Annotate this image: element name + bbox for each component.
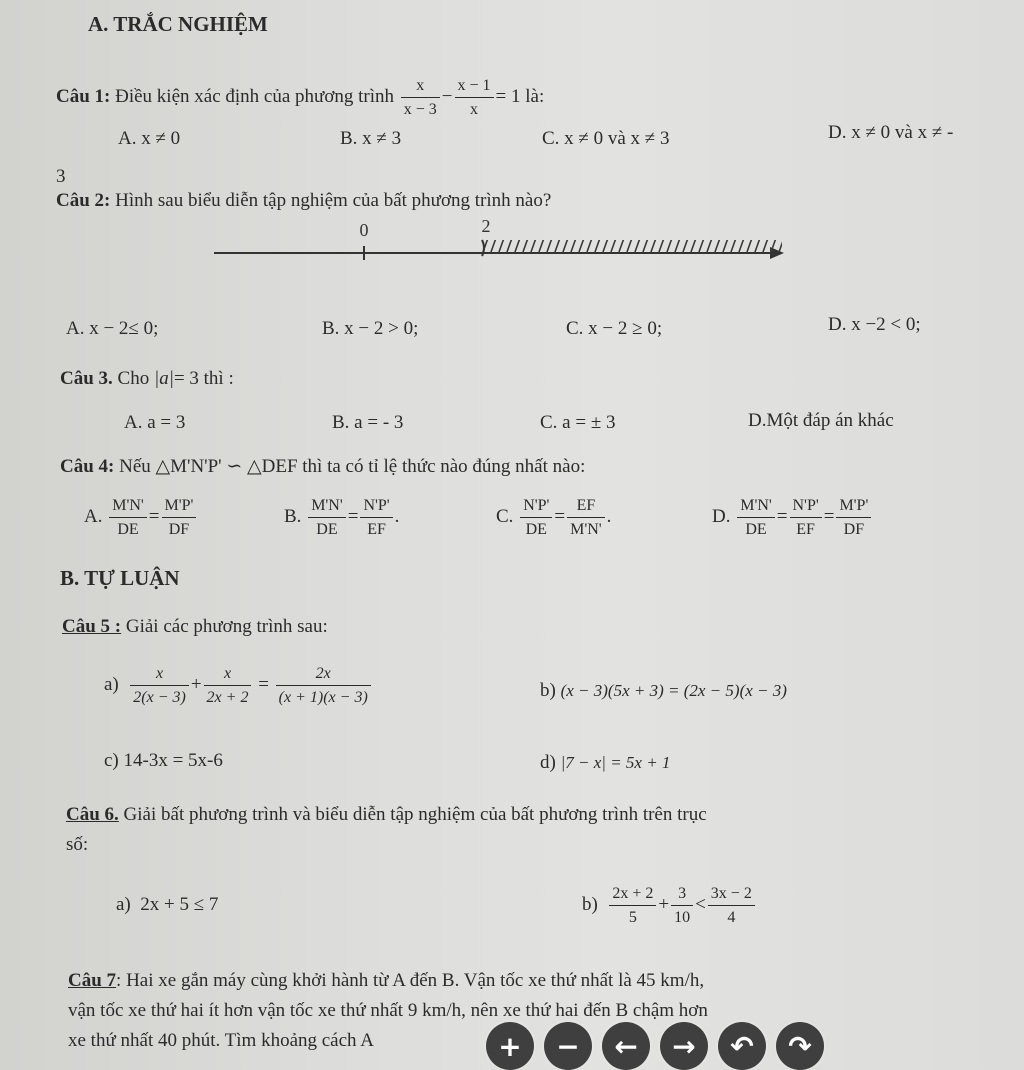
question-1-label: Câu 1: — [56, 86, 111, 108]
question-7-line-2: vận tốc xe thứ hai ít hơn vận tốc xe thứ nhất 9 km/h, nên xe thứ hai đến B chậm hơn — [68, 1000, 708, 1021]
question-1-text: Điều kiện xác định của phương trình — [115, 86, 395, 108]
q2-option-c: C. x − 2 ≥ 0; — [566, 318, 663, 339]
question-2: Câu 2: Hình sau biểu diễn tập nghiệm của bất phương trình nào? — [56, 190, 552, 211]
q5-part-a: a) $\frac{x}{2(x - 3)}$ + $\frac{x}{2x + 2}$ = $\frac{2x}{(x + 1)(x - 3)}$ — [104, 664, 373, 707]
tick-label-0: 0 — [359, 220, 369, 240]
abs-a: |a| — [153, 368, 174, 389]
q1-fraction-1: $\frac{x}{x - 3}$ — [401, 76, 440, 119]
q4-option-c: C. $\frac{N'P'}{DE}$ = $\frac{EF}{M'N'}$ . — [496, 497, 612, 539]
q6-part-b: b) $\frac{2x + 2}{5}$ + $\frac{3}{10}$ < $\frac{3x - 2}{4}$ — [582, 884, 757, 927]
question-7: Câu 7: Hai xe gắn máy cùng khởi hành từ A đến B. Vận tốc xe thứ nhất là 45 km/h, — [68, 970, 705, 991]
previous-button[interactable] — [602, 1022, 650, 1070]
zoom-in-button[interactable] — [486, 1022, 534, 1070]
q2-option-b: B. x − 2 > 0; — [322, 318, 419, 339]
q1-option-a: A. x ≠ 0 — [118, 128, 181, 149]
q6-part-a: a) 2x + 5 ≤ 7 — [116, 894, 219, 915]
q3-option-d: D.Một đáp án khác — [748, 410, 894, 431]
q2-option-a: A. x − 2≤ 0; — [66, 318, 159, 339]
rotate-left-button[interactable] — [718, 1022, 766, 1070]
section-a-title: A. TRẮC NGHIỆM — [88, 12, 268, 36]
number-line-figure — [210, 210, 800, 280]
q4-option-a: A. $\frac{M'N'}{DE}$ = $\frac{M'P'}{DF}$ — [84, 496, 198, 539]
question-4: Câu 4: Nếu △M'N'P' ∽ △DEF thì ta có tỉ lệ thức nào đúng nhất nào: — [60, 456, 586, 477]
arrow-right-icon: → — [672, 1029, 696, 1063]
q4-option-b: B. $\frac{M'N'}{DE}$ = $\frac{N'P'}{EF}$ . — [284, 497, 400, 539]
rotate-right-button[interactable] — [776, 1022, 824, 1070]
q5-part-c: c) 14-3x = 5x-6 — [104, 750, 223, 771]
next-button[interactable] — [660, 1022, 708, 1070]
q3-option-b: B. a = - 3 — [332, 412, 404, 433]
q5-part-d: d) |7 − x| = 5x + 1 — [540, 752, 671, 773]
tick-label-2: 2 — [481, 216, 491, 236]
q1-option-c: C. x ≠ 0 và x ≠ 3 — [542, 128, 670, 149]
q3-option-c: C. a = ± 3 — [540, 412, 616, 433]
question-1: Câu 1: Điều kiện xác định của phương trình $\frac{x}{x - 3}$ − $\frac{x - 1}{x}$ = 1 là: — [56, 77, 545, 119]
shaded-region — [482, 240, 782, 252]
q1-option-d: D. x ≠ 0 và x ≠ - — [828, 122, 954, 143]
q2-option-d: D. x −2 < 0; — [828, 314, 921, 335]
q3-option-a: A. a = 3 — [124, 412, 186, 433]
question-5: Câu 5 : Giải các phương trình sau: — [62, 616, 328, 637]
arrow-left-icon: ← — [614, 1029, 638, 1063]
q1-fraction-2: $\frac{x - 1}{x}$ — [455, 76, 494, 119]
question-3: Câu 3. Cho |a|= 3 thì : — [60, 368, 234, 389]
minus-icon: − — [556, 1029, 580, 1063]
question-6-continued: số: — [66, 834, 89, 855]
question-7-line-3: xe thứ nhất 40 phút. Tìm khoảng cách A — [68, 1030, 374, 1051]
section-b-title: B. TỰ LUẬN — [60, 566, 180, 590]
q4-option-d: D. $\frac{M'N'}{DE}$ = $\frac{N'P'}{EF}$ = $\frac{M'P'}{DF}$ — [712, 496, 873, 539]
zoom-out-button[interactable] — [544, 1022, 592, 1070]
redo-icon: ↷ — [788, 1029, 812, 1063]
undo-icon: ↶ — [730, 1029, 754, 1063]
plus-icon: + — [498, 1029, 522, 1063]
question-6: Câu 6. Giải bất phương trình và biểu diễn tập nghiệm của bất phương trình trên trục — [66, 804, 707, 825]
q1-option-b: B. x ≠ 3 — [340, 128, 402, 149]
q1-option-d-continued: 3 — [56, 166, 66, 187]
q5-part-b: b) (x − 3)(5x + 3) = (2x − 5)(x − 3) — [540, 680, 787, 701]
